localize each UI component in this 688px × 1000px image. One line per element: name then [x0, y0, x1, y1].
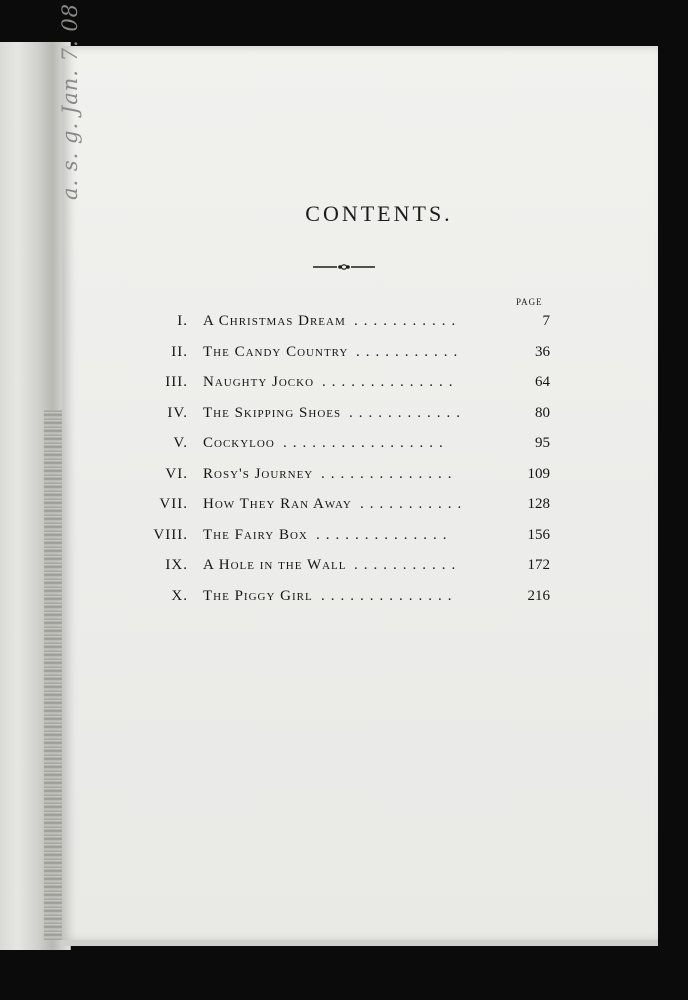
chapter-number: I.	[177, 313, 188, 329]
chapter-title: The Piggy Girl	[203, 587, 313, 604]
dot-leader: ...........	[356, 343, 464, 360]
flourish-ornament-icon	[313, 262, 375, 272]
toc-row	[0, 496, 688, 522]
chapter-title: Rosy's Journey	[203, 465, 314, 482]
dot-leader: ............	[349, 404, 466, 421]
chapter-title: The Candy Country	[203, 343, 349, 360]
chapter-title: How They Ran Away	[203, 496, 352, 512]
chapter-page-number: 36	[535, 343, 550, 360]
chapter-number: X.	[171, 587, 188, 604]
page-column-header: PAGE	[516, 297, 543, 307]
book-page	[62, 46, 658, 942]
chapter-number: III.	[165, 374, 188, 390]
dot-leader: ...........	[360, 496, 468, 512]
chapter-page-number: 64	[535, 374, 550, 390]
toc-row	[0, 374, 688, 400]
chapter-page-number: 80	[535, 404, 550, 421]
chapter-title: A Christmas Dream	[203, 313, 346, 329]
chapter-title: The Skipping Shoes	[203, 404, 342, 421]
chapter-page-number: 128	[527, 496, 550, 512]
chapter-page-number: 216	[527, 587, 550, 604]
chapter-number: VI.	[165, 465, 188, 482]
chapter-title: Naughty Jocko	[203, 374, 315, 390]
dot-leader: ..............	[316, 526, 453, 543]
toc-row	[0, 435, 688, 461]
chapter-page-number: 7	[542, 313, 550, 329]
chapter-title: The Fairy Box	[203, 526, 308, 543]
page-title: CONTENTS.	[305, 201, 453, 226]
chapter-page-number: 109	[527, 465, 550, 482]
toc-row	[0, 527, 688, 553]
chapter-title: A Hole in the Wall	[203, 557, 347, 573]
toc-row	[0, 344, 688, 370]
toc-row	[0, 557, 688, 583]
toc-row	[0, 405, 688, 431]
chapter-number: VIII.	[153, 526, 188, 543]
chapter-number: V.	[173, 435, 188, 451]
chapter-number: IX.	[165, 557, 188, 573]
chapter-page-number: 172	[527, 557, 550, 573]
toc-row	[0, 588, 688, 614]
page-bottom-edge	[62, 940, 658, 946]
toc-row	[0, 466, 688, 492]
chapter-number: IV.	[167, 404, 188, 421]
toc-row	[0, 313, 688, 339]
chapter-page-number: 156	[527, 526, 550, 543]
dot-leader: .................	[283, 435, 449, 451]
dot-leader: ..............	[321, 587, 458, 604]
chapter-page-number: 95	[535, 435, 550, 451]
chapter-title: Cockyloo	[203, 435, 275, 451]
chapter-number: II.	[171, 343, 188, 360]
handwritten-marginalia: a. s. g. Jan. 7. 08	[58, 2, 82, 200]
chapter-number: VII.	[159, 496, 188, 512]
dot-leader: ..............	[322, 374, 459, 390]
dot-leader: ...........	[354, 313, 462, 329]
dot-leader: ...........	[354, 557, 462, 573]
dot-leader: ..............	[321, 465, 458, 482]
